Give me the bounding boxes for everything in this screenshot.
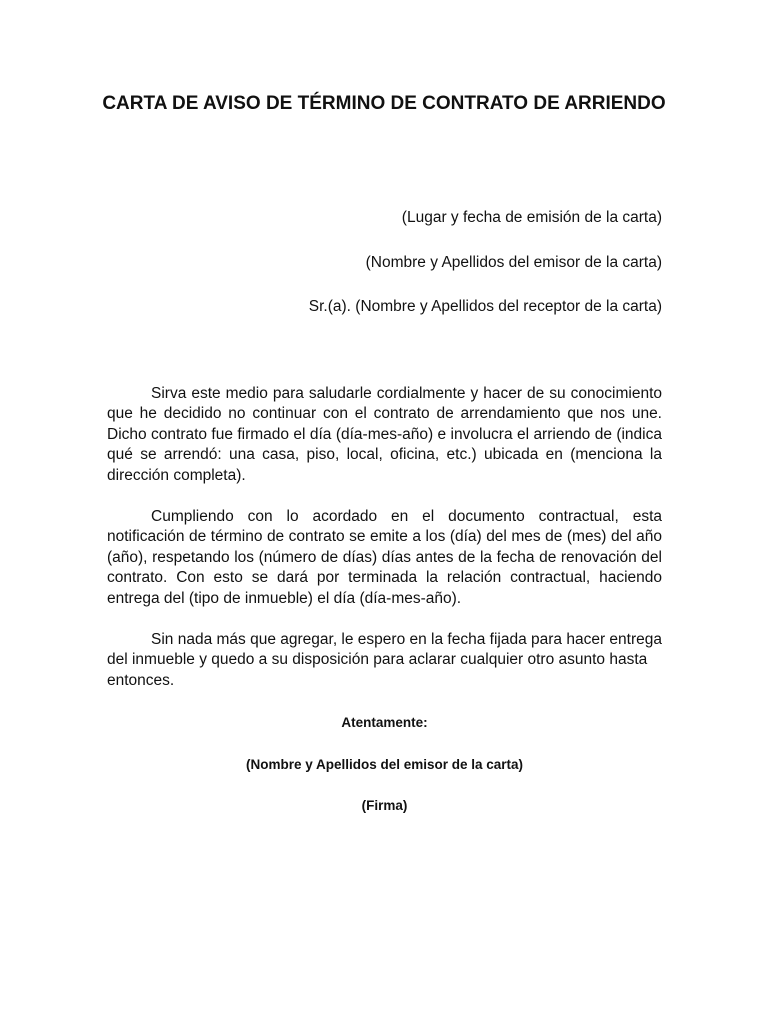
sender-name-line: (Nombre y Apellidos del emisor de la carta) bbox=[365, 254, 662, 271]
signature-line: (Firma) bbox=[361, 798, 408, 813]
place-date-line: (Lugar y fecha de emisión de la carta) bbox=[401, 209, 662, 226]
closing-line: Atentamente: bbox=[341, 715, 428, 730]
recipient-line: Sr.(a). (Nombre y Apellidos del receptor de la carta) bbox=[308, 298, 662, 315]
body-paragraph-2: Cumpliendo con lo acordado en el documento contractual, esta notificación de término de contrato se emite a los (día) del mes de (mes) del año (año), respetando los (número de días) días antes de la fecha de renovación del contrato. Con esto se dará por terminada la relación contractual, haciendo entrega del (tipo de inmueble) el día (día-mes-año). bbox=[107, 508, 662, 607]
signer-name: (Nombre y Apellidos del emisor de la carta) bbox=[245, 757, 524, 772]
body-paragraph-3: Sin nada más que agregar, le espero en la fecha fijada para hacer entrega del inmueble y quedo a su disposición para aclarar cualquier otro asunto hasta entonces. bbox=[107, 631, 662, 689]
document-title: CARTA DE AVISO DE TÉRMINO DE CONTRATO DE ARRIENDO bbox=[102, 93, 666, 114]
body-paragraph-1: Sirva este medio para saludarle cordialmente y hacer de su conocimiento que he decidido no continuar con el contrato de arrendamiento que nos une. Dicho contrato fue firmado el día (día-mes-año) e involucra el arriendo de (indica qué se arrendó: una casa, piso, local, oficina, etc.) ubicada en (menciona la dirección completa). bbox=[107, 385, 662, 484]
